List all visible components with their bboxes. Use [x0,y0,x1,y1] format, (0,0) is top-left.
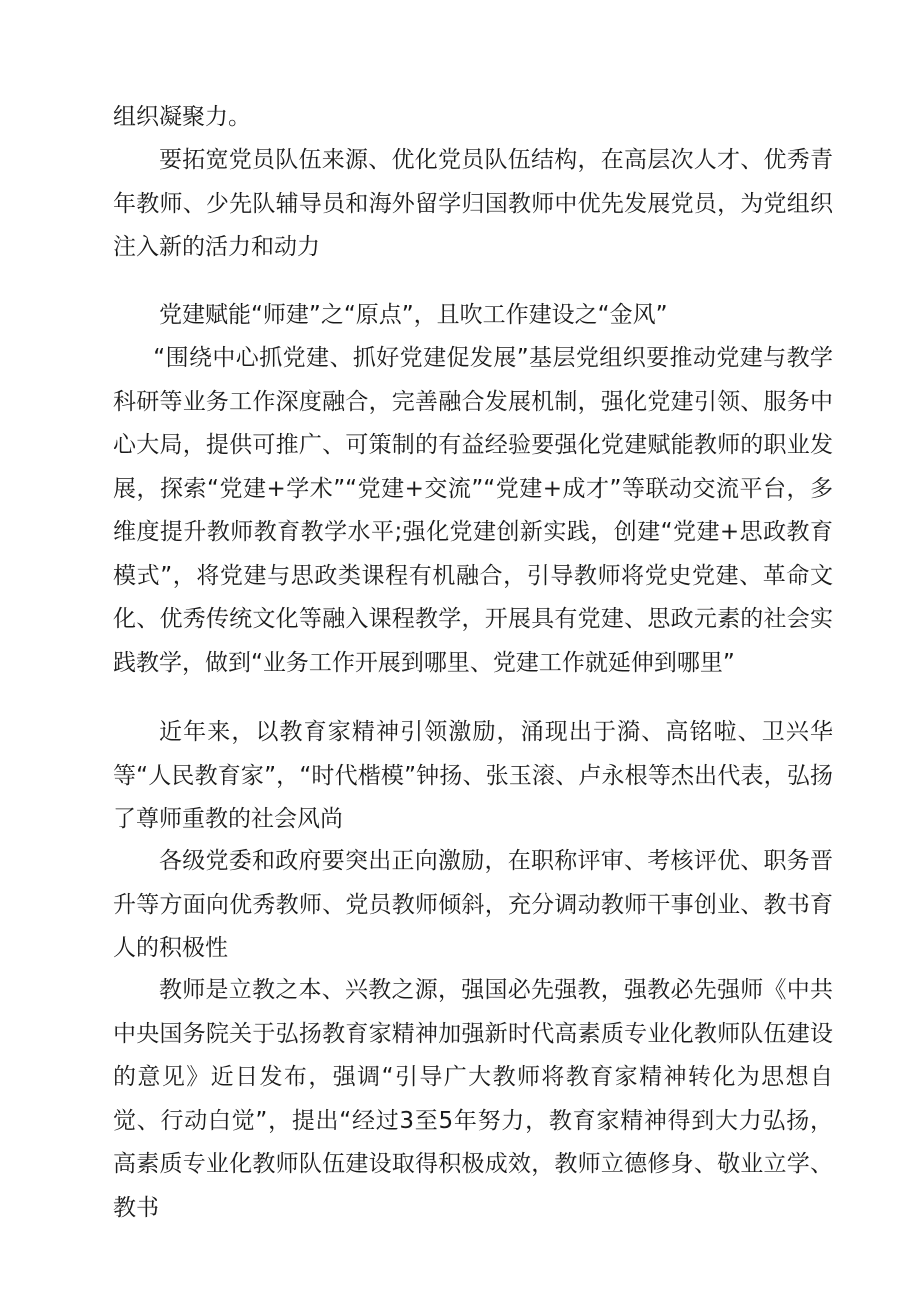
paragraph-6: 各级党委和政府要突出正向激励，在职称评审、考核评优、职务晋升等方面向优秀教师、党员教师倾斜，充分调动教师干事创业、教书育人的积极性 [113,848,833,961]
paragraph-4: “围绕中心抓党建、抓好党建促发展”基层党组织要推动党建与教学科研等业务工作深度融合，完善融合发展机制，强化党建引领、服务中心大局，提供可推广、可策制的有益经验要强化党建赋能教师的职业发展，探索“党建+学术”“党建+交流”“党建+成才”等联动交流平台，多维度提升教师教育教学水平;强化党建创新实践，创建“党建+思政教育模式”，将党建与思政类课程有机融合，引导教师将党史党建、革命文化、优秀传统文化等融入课程教学，开展具有党建、思政元素的社会实践教学，做到“业务工作开展到哪里、党建工作就延伸到哪里” [113,345,833,676]
paragraph-7: 教师是立教之本、兴教之源，强国必先强教，强教必先强师《中共中央国务院关于弘扬教育家精神加强新时代高素质专业化教师队伍建设的意见》近日发布，强调“引导广大教师将教育家精神转化为思想自觉、行动白觉”，提出“经过3至5年努力，教育家精神得到大力弘扬，高素质专业化教师队伍建设取得积极成效，教师立德修身、敬业立学、教书 [113,977,833,1221]
paragraph-2: 要拓宽党员队伍来源、优化党员队伍结构，在高层次人才、优秀青年教师、少先队辅导员和海外留学归国教师中优先发展党员，为党组织注入新的活力和动力 [113,147,833,260]
paragraph-5: 近年来，以教育家精神引领激励，涌现出于漪、高铭啦、卫兴华等“人民教育家”，“时代楷模”钟扬、张玉滚、卢永根等杰出代表，弘扬了尊师重教的社会风尚 [113,719,833,832]
paragraph-3-heading: 党建赋能“师建”之“原点”，且吹工作建设之“金风” [159,302,668,328]
paragraph-1: 组织凝聚力。 [113,104,251,130]
